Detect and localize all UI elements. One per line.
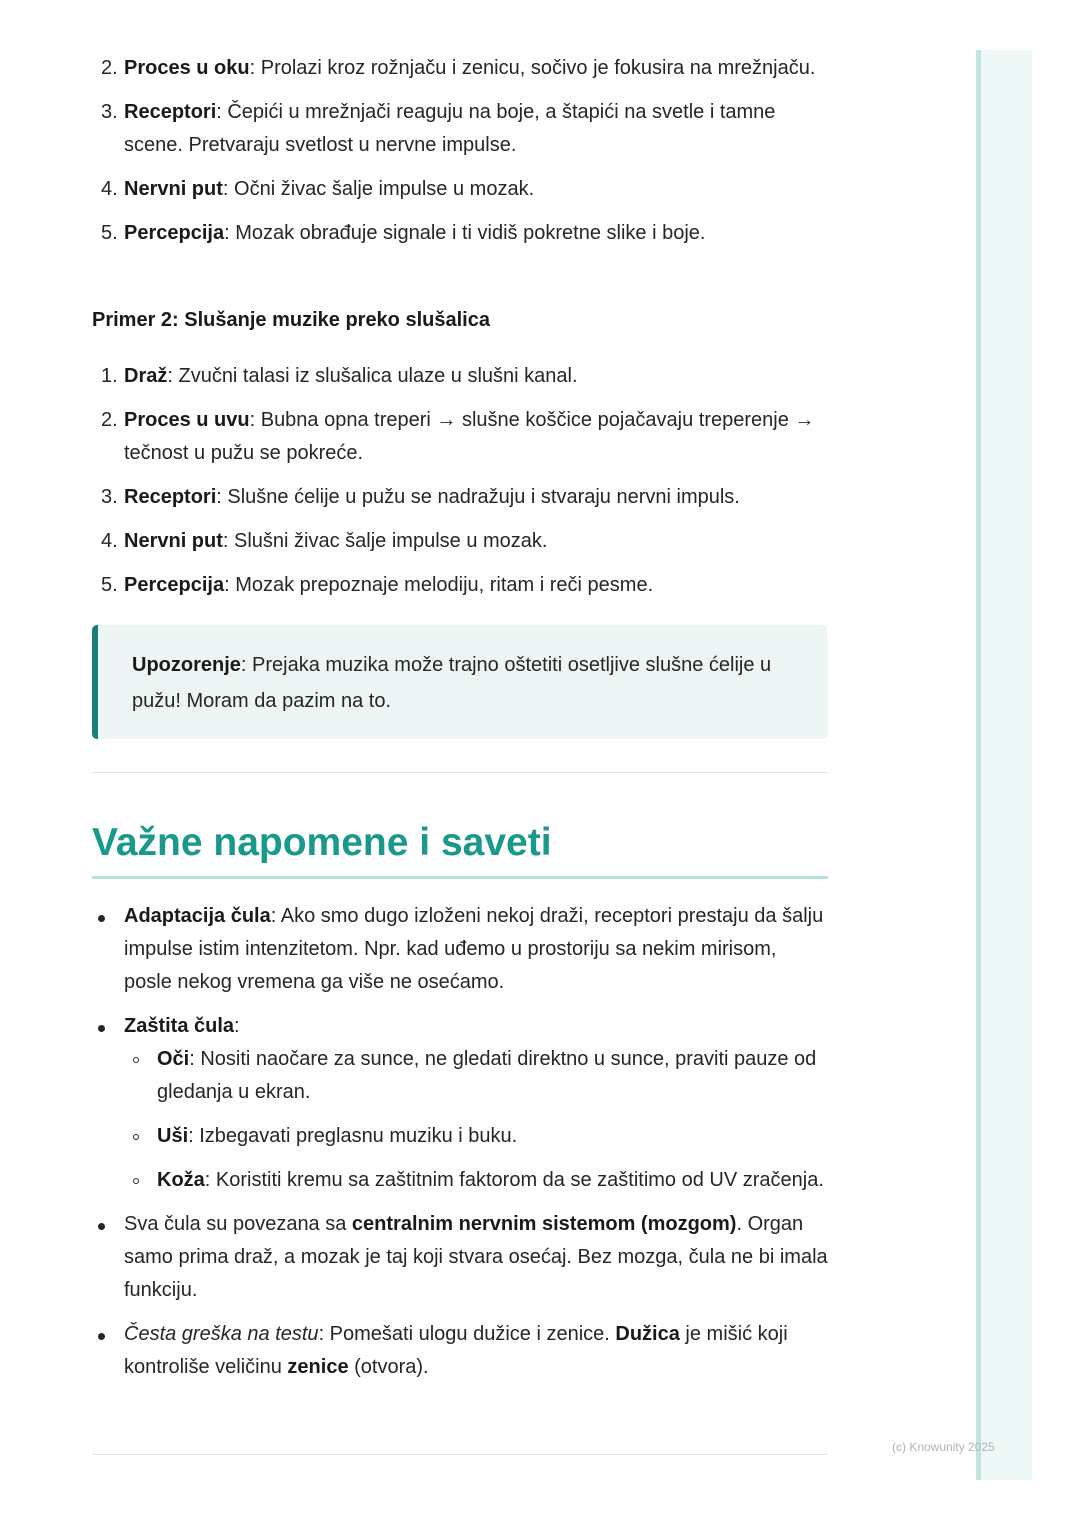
- list-item: 3. Receptori: Slušne ćelije u pužu se nadražuju i stvaraju nervni impuls.: [101, 486, 740, 508]
- italic-term: Česta greška na testu: [124, 1323, 319, 1345]
- term: centralnim nervnim sistemom (mozgom): [351, 1213, 737, 1235]
- bullet: [98, 1223, 105, 1230]
- term: Percepcija: [124, 222, 225, 244]
- sublist-item: Oči: Nositi naočare za sunce, ne gledati direktno u sunce, praviti pauze od gledanja u ekran.: [124, 1043, 828, 1109]
- list-item: 2. Proces u uvu: Bubna opna treperi → slušne koščice pojačavaju treperenje → tečnost u pužu se pokreće.: [101, 409, 815, 464]
- bullet: [98, 1025, 105, 1032]
- bullet: [98, 915, 105, 922]
- term: Koža: [157, 1169, 205, 1191]
- bullet: [98, 1333, 105, 1340]
- list-item: 2. Proces u oku: Prolazi kroz rožnjaču i zenicu, sočivo je fokusira na mrežnjaču.: [101, 57, 816, 79]
- list-item: 4. Nervni put: Očni živac šalje impulse u mozak.: [101, 178, 535, 200]
- list-item: 1. Draž: Zvučni talasi iz slušalica ulaze u slušni kanal.: [101, 365, 578, 387]
- list-item: 3. Receptori: Čepići u mrežnjači reaguju na boje, a štapići na svetle i tamne scene. Pretvaraju svetlost u nervne impulse.: [101, 101, 776, 156]
- term: Draž: [124, 365, 168, 387]
- term: Adaptacija čula: [124, 905, 271, 927]
- section-title: Važne napomene i saveti: [92, 821, 552, 864]
- sublist-item: Uši: Izbegavati preglasnu muziku i buku.: [124, 1120, 828, 1153]
- list-item: Adaptacija čula: Ako smo dugo izloženi nekoj draži, receptori prestaju da šalju impulse istim intenzitetom. Npr. kad uđemo u prostoriju sa nekim mirisom, posle nekog vremena ga više ne osećamo.: [92, 900, 828, 999]
- notes-list: [92, 900, 828, 1395]
- divider: [92, 1454, 828, 1455]
- term: Proces u uvu: [124, 409, 250, 431]
- term: Percepcija: [124, 574, 225, 596]
- term: Uši: [157, 1125, 189, 1147]
- example1-list: [92, 52, 828, 261]
- list-item: 4. Nervni put: Slušni živac šalje impulse u mozak.: [101, 530, 548, 552]
- circle-bullet: [133, 1057, 139, 1063]
- callout-term: Upozorenje: [132, 654, 241, 676]
- warning-callout: [92, 625, 828, 739]
- sublist-item: Koža: Koristiti kremu sa zaštitnim faktorom da se zaštitimo od UV zračenja.: [124, 1164, 828, 1197]
- term: Nervni put: [124, 530, 223, 552]
- example2-list: [92, 360, 828, 613]
- list-item: Zaštita čula: Oči: Nositi naočare za sunce, ne gledati direktno u sunce, praviti pauze od gledanja u ekran. Uši: Izbegavati preglasnu muziku i buku. Koža: Koristiti kremu sa zaštitnim faktorom da se zaštitimo od UV zračenja.: [92, 1010, 828, 1197]
- title-underline: [92, 876, 828, 879]
- term: Receptori: [124, 101, 217, 123]
- sidebar-strip: [976, 50, 1032, 1480]
- callout-text: Upozorenje: Prejaka muzika može trajno oštetiti osetljive slušne ćelije u pužu! Moram da pazim na to.: [132, 654, 772, 712]
- circle-bullet: [133, 1178, 139, 1184]
- list-item: Sva čula su povezana sa centralnim nervnim sistemom (mozgom). Organ samo prima draž, a mozak je taj koji stvara osećaj. Bez mozga, čula ne bi imala funkciju.: [92, 1208, 828, 1307]
- protection-sublist: [124, 1043, 828, 1197]
- term: Oči: [157, 1048, 190, 1070]
- example2-heading: Primer 2: Slušanje muzike preko slušalica: [92, 309, 490, 331]
- term: Receptori: [124, 486, 217, 508]
- circle-bullet: [133, 1134, 139, 1140]
- list-item: 5. Percepcija: Mozak prepoznaje melodiju, ritam i reči pesme.: [101, 574, 654, 596]
- divider: [92, 772, 828, 773]
- term: Zaštita čula: [124, 1015, 235, 1037]
- copyright-footer: (c) Knowunity 2025: [892, 1440, 995, 1454]
- term: Proces u oku: [124, 57, 250, 79]
- list-item: 5. Percepcija: Mozak obrađuje signale i ti vidiš pokretne slike i boje.: [101, 222, 706, 244]
- list-item: Česta greška na testu: Pomešati ulogu dužice i zenice. Dužica je mišić koji kontroliše veličinu zenice (otvora).: [92, 1318, 828, 1384]
- term: Nervni put: [124, 178, 223, 200]
